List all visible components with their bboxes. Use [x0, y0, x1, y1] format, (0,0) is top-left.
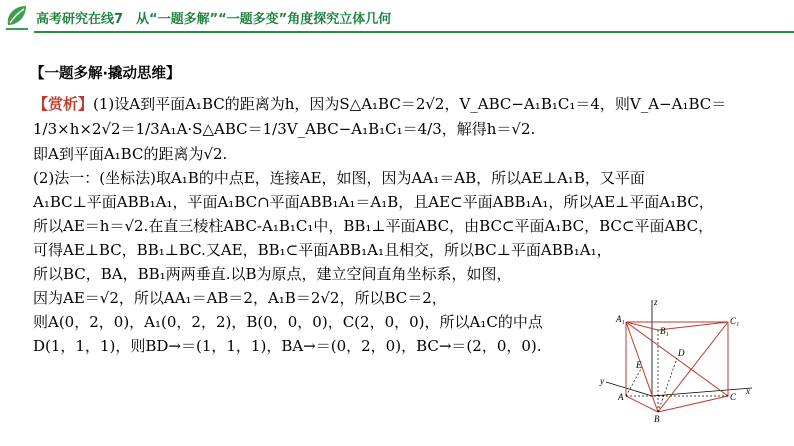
analysis-line-3: 即A到平面A₁BC的距离为√2.	[33, 145, 228, 163]
label-E: E	[636, 360, 642, 370]
section-heading: 【一题多解·撬动思维】	[30, 66, 181, 82]
header-divider	[34, 31, 794, 33]
label-C1: C₁	[730, 316, 740, 326]
label-A: A	[618, 392, 624, 402]
label-B: B	[654, 414, 660, 424]
analysis-line-6: 所以AE＝h＝√2.在直三棱柱ABC-A₁B₁C₁中，BB₁⊥平面ABC，由BC⊂平面A₁BC，BC⊂平面ABC，	[33, 217, 714, 235]
analysis-line-11: D(1，1，1)，则BD→＝(1，1，1)，BA→＝(0，2，0)，BC→＝(2，0，0).	[33, 337, 542, 355]
y-axis	[606, 382, 652, 396]
analysis-line-8: 所以BC，BA，BB₁两两垂直.以B为原点，建立空间直角坐标系，如图，	[33, 265, 512, 283]
analysis-line-5: A₁BC⊥平面ABB₁A₁，平面A₁BC∩平面ABB₁A₁＝A₁B，且AE⊂平面ABB₁A₁，所以AE⊥平面A₁BC，	[33, 193, 714, 211]
analysis-line-7: 可得AE⊥BC，BB₁⊥BC.又AE，BB₁⊂平面ABB₁A₁且相交，所以BC⊥平面ABB₁A₁，	[33, 241, 612, 259]
label-y: y	[600, 376, 604, 386]
header-title: 高考研究在线7 从“一题多解”“一题多变”角度探究立体几何	[36, 12, 392, 27]
analysis-line-1: 【赏析】(1)设A到平面A₁BC的距离为h，因为S△A₁BC＝2√2，V_ABC−A₁B₁C₁＝4，则V_A−A₁BC＝	[33, 95, 727, 113]
analysis-line-10: 则A(0，2，0)，A₁(0，2，2)，B(0，0，0)，C(2，0，0)，所以A₁C的中点	[33, 313, 543, 331]
analysis-tag: 【赏析】	[33, 95, 94, 113]
page-header	[0, 0, 794, 40]
label-z: z	[654, 297, 658, 307]
method-line: (2)法一：(坐标法)取A₁B的中点E，连接AE，如图，因为AA₁＝AB，所以AE⊥A₁B，又平面	[33, 169, 645, 187]
analysis-line-9: 因为AE＝√2，所以AA₁＝AB＝2，A₁B＝2√2，所以BC＝2，	[33, 289, 447, 307]
prism-figure	[596, 296, 756, 426]
label-A1: A₁	[616, 314, 625, 324]
leaf-logo-icon	[4, 3, 30, 33]
label-B1: B₁	[660, 326, 669, 336]
label-x: x	[746, 386, 750, 396]
label-C: C	[730, 392, 737, 402]
analysis-line-2: 1/3×h×2√2＝1/3A₁A·S△ABC＝1/3V_ABC−A₁B₁C₁＝4/3，解得h＝√2.	[33, 120, 536, 138]
label-D: D	[678, 348, 685, 358]
x-axis	[652, 388, 752, 396]
